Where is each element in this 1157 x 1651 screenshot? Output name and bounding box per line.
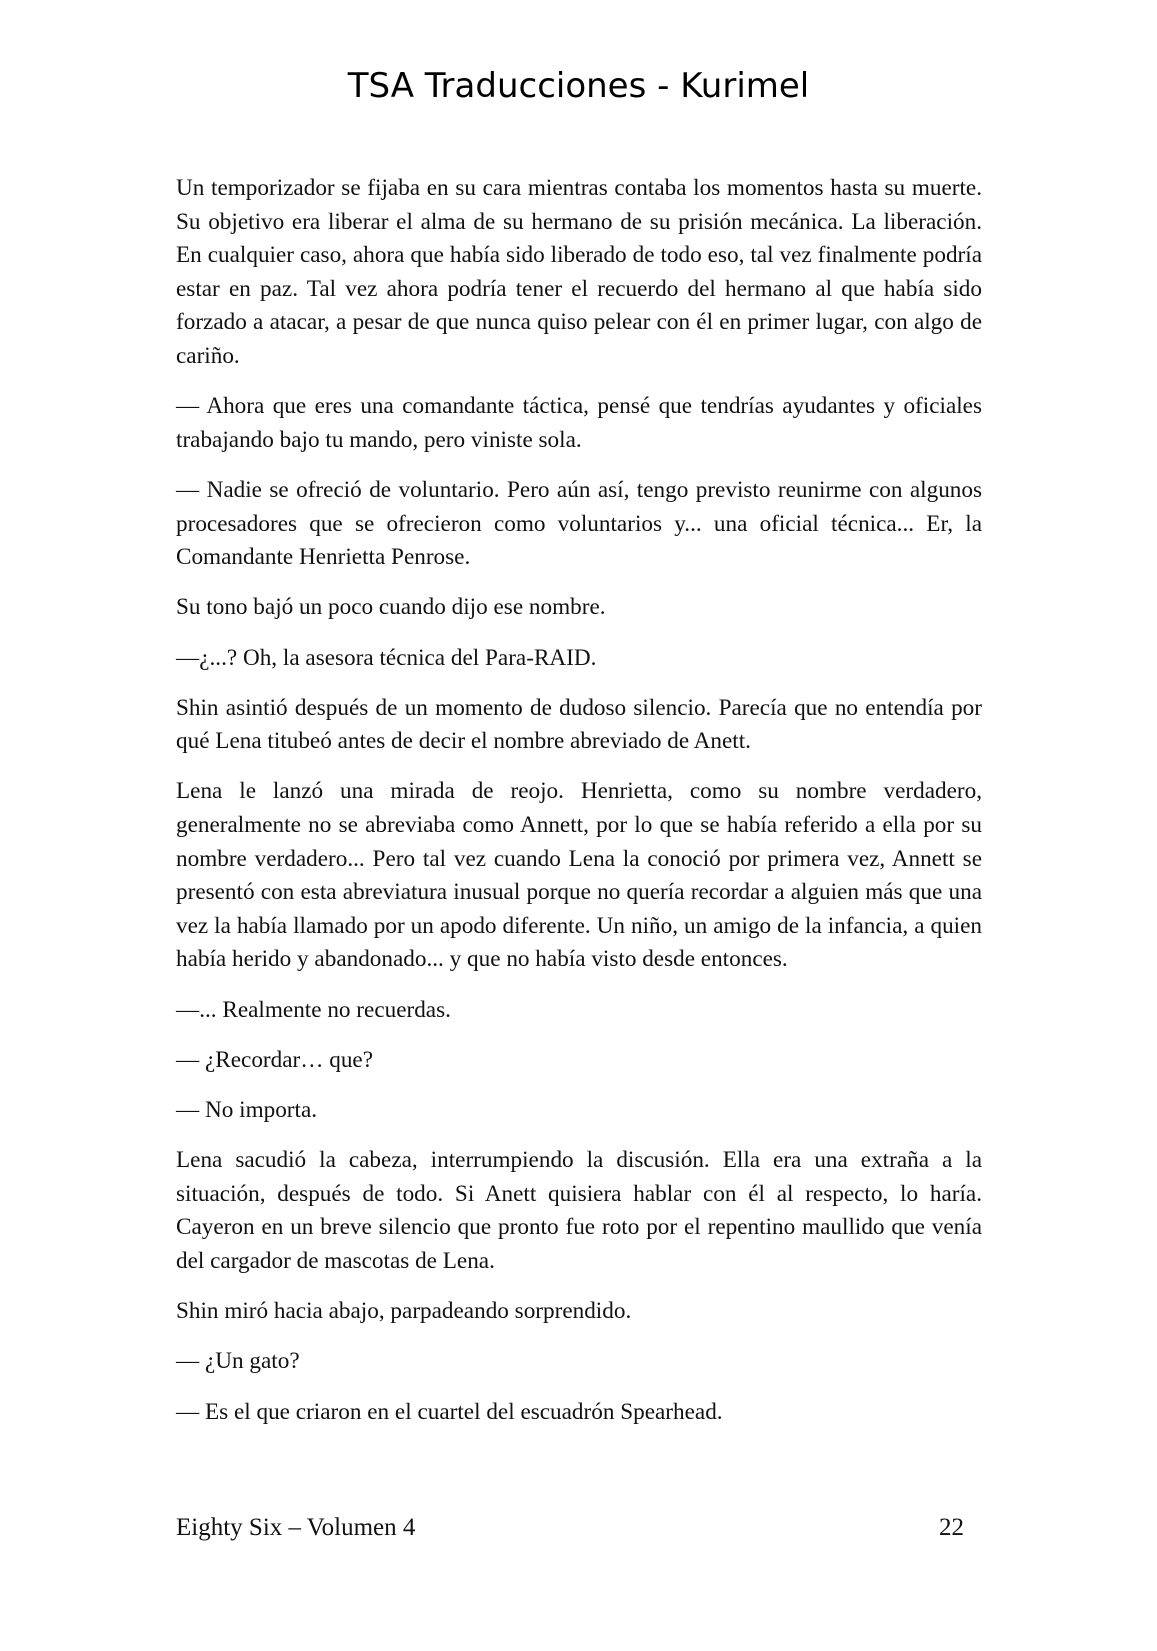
paragraph: — ¿Un gato? xyxy=(176,1348,300,1375)
footer-book-title: Eighty Six – Volumen 4 xyxy=(176,1514,416,1541)
paragraph: —... Realmente no recuerdas. xyxy=(176,996,451,1023)
paragraph: Lena sacudió la cabeza, interrumpiendo la discusión. Ella era una extraña a la situación, después de todo. Si Anett quisiera hablar con él al respecto, lo haría. Cayeron en un breve silencio que pronto fue roto por el repentino maullido que venía del cargador de mascotas de Lena. xyxy=(176,1147,982,1274)
body-text xyxy=(176,172,982,1446)
paragraph: Lena le lanzó una mirada de reojo. Henrietta, como su nombre verdadero, generalmente no se abreviaba como Annett, por lo que se había referido a ella por su nombre verdadero... Pero tal vez cuando Lena la conoció por primera vez, Annett se presentó con esta abreviatura inusual porque no quería recordar a alguien más que una vez la había llamado por un apodo diferente. Un niño, un amigo de la infancia, a quien había herido y abandonado... y que no había visto desde entonces. xyxy=(176,778,982,973)
paragraph: — ¿Recordar… que? xyxy=(176,1046,374,1073)
paragraph: —¿...? Oh, la asesora técnica del Para-RAID. xyxy=(176,644,597,671)
footer-page-number: 22 xyxy=(939,1514,964,1541)
paragraph: — Ahora que eres una comandante táctica, pensé que tendrías ayudantes y oficiales trabajando bajo tu mando, pero viniste sola. xyxy=(176,393,982,453)
paragraph: Shin miró hacia abajo, parpadeando sorprendido. xyxy=(176,1298,632,1325)
paragraph: Su tono bajó un poco cuando dijo ese nombre. xyxy=(176,594,606,621)
paragraph: — No importa. xyxy=(176,1097,318,1123)
page-header-title: TSA Traducciones - Kurimel xyxy=(347,66,810,106)
paragraph: Shin asintió después de un momento de dudoso silencio. Parecía que no entendía por qué Lena titubeó antes de decir el nombre abreviado de Anett. xyxy=(176,694,982,755)
paragraph: — Nadie se ofreció de voluntario. Pero aún así, tengo previsto reunirme con algunos procesadores que se ofrecieron como voluntarios y... una oficial técnica... Er, la Comandante Henrietta Penrose. xyxy=(176,476,982,571)
paragraph: Un temporizador se fijaba en su cara mientras contaba los momentos hasta su muerte. Su objetivo era liberar el alma de su hermano de su prisión mecánica. La liberación. En cualquier caso, ahora que había sido liberado de todo eso, tal vez finalmente podría estar en paz. Tal vez ahora podría tener el recuerdo del hermano al que había sido forzado a atacar, a pesar de que nunca quiso pelear con él en primer lugar, con algo de cariño. xyxy=(176,175,982,369)
paragraph: — Es el que criaron en el cuartel del escuadrón Spearhead. xyxy=(176,1398,723,1425)
